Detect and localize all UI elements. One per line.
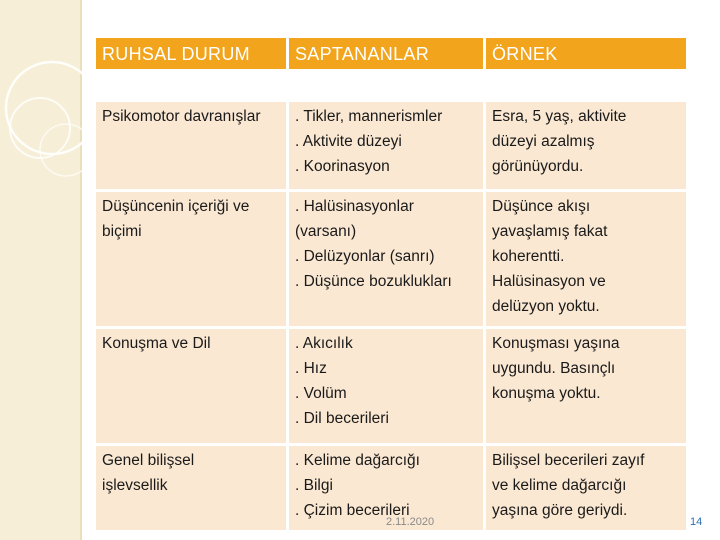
cell-text: . Düşünce bozuklukları (295, 273, 452, 290)
header-ornek: ÖRNEK (486, 38, 686, 72)
cell-text: . Koorinasyon (295, 158, 390, 175)
cell-durum (96, 329, 289, 446)
table-header-row (96, 38, 686, 72)
cell-text: Konuşma ve Dil (102, 335, 211, 352)
cell-text: konuşma yoktu. (492, 385, 601, 402)
cell-ornek (486, 329, 686, 446)
cell-text: Düşüncenin içeriği ve (102, 198, 250, 215)
header-saptananlar: SAPTANANLAR (289, 38, 486, 72)
cell-durum (96, 446, 289, 533)
cell-ornek (486, 446, 686, 533)
cell-text: Bilişsel becerileri zayıf (492, 452, 645, 469)
footer-date: 2.11.2020 (386, 516, 435, 528)
cell-text: yaşına göre geriydi. (492, 502, 628, 519)
page-number: 14 (690, 516, 703, 528)
cell-text: Esra, 5 yaş, aktivite (492, 108, 627, 125)
mental-status-table (96, 38, 686, 533)
cell-text: . Kelime dağarcığı (295, 452, 420, 469)
cell-text: . Akıcılık (295, 335, 353, 352)
cell-text: ve kelime dağarcığı (492, 477, 627, 494)
cell-text: Düşünce akışı (492, 198, 591, 215)
cell-text: uygundu. Basınçlı (492, 360, 616, 377)
cell-text: Halüsinasyon ve (492, 273, 606, 290)
cell-durum (96, 192, 289, 329)
cell-text: düzeyi azalmış (492, 133, 595, 150)
cell-text: delüzyon yoktu. (492, 298, 600, 315)
header-ruhsal-durum: RUHSAL DURUM (96, 38, 289, 72)
cell-text: Konuşması yaşına (492, 335, 620, 352)
cell-text: . Delüzyonlar (sanrı) (295, 248, 435, 265)
cell-text: . Bilgi (295, 477, 333, 494)
cell-saptananlar (289, 329, 486, 446)
table-row (96, 192, 686, 329)
cell-text: işlevsellik (102, 477, 168, 494)
cell-text: . Volüm (295, 385, 347, 402)
cell-saptananlar (289, 192, 486, 329)
table-row (96, 102, 686, 192)
cell-ornek (486, 192, 686, 329)
cell-text: . Tikler, mannerismler (295, 108, 443, 125)
cell-text: biçimi (102, 223, 142, 240)
cell-text: görünüyordu. (492, 158, 584, 175)
cell-ornek (486, 102, 686, 192)
cell-text: . Çizim becerileri (295, 502, 410, 519)
cell-text: yavaşlamış fakat (492, 223, 608, 240)
cell-text: . Halüsinasyonlar (295, 198, 414, 215)
cell-text: koherentti. (492, 248, 565, 265)
cell-text: . Hız (295, 360, 327, 377)
cell-text: . Aktivite düzeyi (295, 133, 402, 150)
cell-durum (96, 102, 289, 192)
table-row (96, 329, 686, 446)
cell-text: Psikomotor davranışlar (102, 108, 261, 125)
cell-text: (varsanı) (295, 223, 357, 240)
cell-text: . Dil becerileri (295, 410, 389, 427)
cell-text: Genel bilişsel (102, 452, 195, 469)
cell-saptananlar (289, 102, 486, 192)
